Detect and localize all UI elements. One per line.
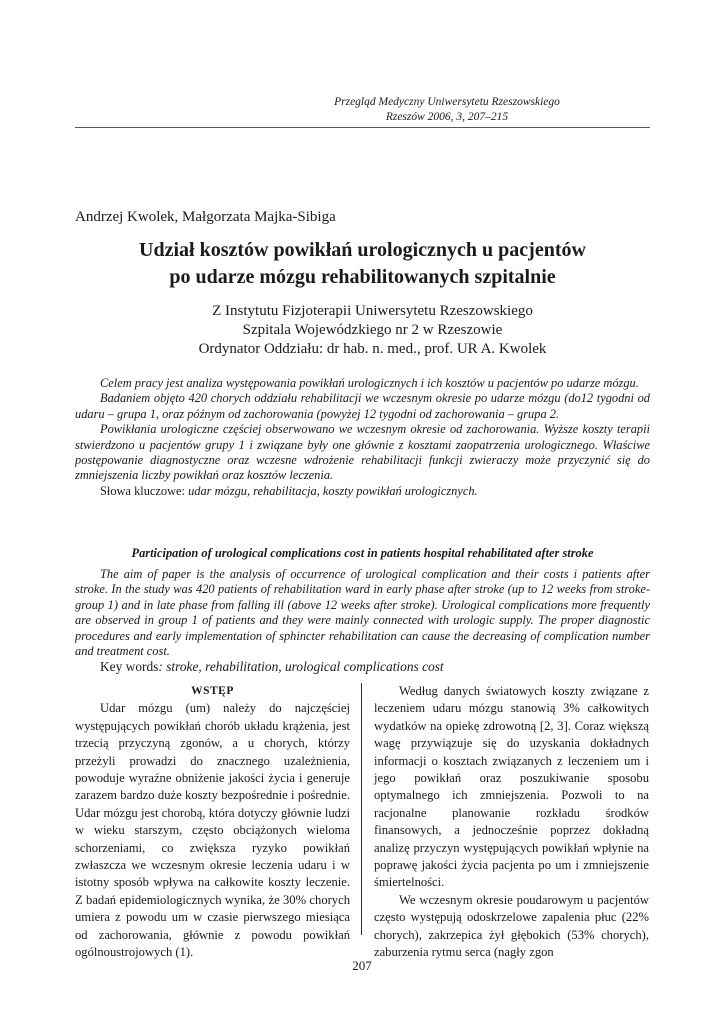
english-title: Participation of urological complications cost in patients hospital rehabilitated after stroke [131,546,594,560]
title-line-2: po udarze mózgu rehabilitowanych szpitalnie [169,266,556,288]
body-column-left [75,683,350,962]
keywords-en-value: : stroke, rehabilitation, urological complications cost [158,659,444,675]
body-paragraph: We wczesnym okresie poudarowym u pacjentów często występują odoskrzelowe zapalenia płuc (22% chorych), zakrzepica żył głębokich (53% chorych), zaburzenia rytmu serca (nagły zgon [374,892,649,960]
journal-header [0,95,724,125]
abstract-pl-paragraph: Badaniem objęto 420 chorych oddziału rehabilitacji we wczesnym okresie po udarze mózgu (do12 tygodni od udaru – grupa 1, oraz późnym od zachorowania (powyżej 12 tygodni od zachorowania – grupa 2. [75,391,650,421]
affiliation-line-1: Z Instytutu Fizjoterapii Uniwersytetu Rzeszowskiego [212,303,533,319]
page-number: 207 [352,958,372,973]
authors: Andrzej Kwolek, Małgorzata Majka-Sibiga [75,209,336,225]
keywords-en [75,659,650,674]
body-column-right [374,683,649,962]
affiliation-line-2: Szpitala Wojewódzkiego nr 2 w Rzeszowie [242,322,503,338]
affiliation-line-3: Ordynator Oddziału: dr hab. n. med., prof. UR A. Kwolek [198,341,547,357]
abstract-en-paragraph: The aim of paper is the analysis of occurrence of urological complication and their costs i patients after stroke. In the study was 420 patients of rehabilitation ward in early phase after stroke (up to 12 weeks from stroke- group 1) and in late phase from falling ill (above 12 weeks after stroke). Urological complications more frequently are observed in group 1 of patients and they were mainly connected with urologic supply. The proper diagnostic procedures and early implementation of sphincter rehabilitation can cause the decreasing of complication number and treatment cost. [75,567,650,659]
journal-name: Przegląd Medyczny Uniwersytetu Rzeszowskiego [334,96,560,108]
header-rule [75,127,650,128]
column-divider [361,683,362,935]
abstract-polish [75,376,650,499]
title-line-1: Udział kosztów powikłań urologicznych u pacjentów [139,239,586,261]
abstract-english [75,567,650,675]
abstract-pl-paragraph: Celem pracy jest analiza występowania powikłań urologicznych i ich kosztów u pacjentów po udarze mózgu. [100,376,639,390]
keywords-pl [75,484,650,499]
journal-citation: Rzeszów 2006, 3, 207–215 [385,111,509,123]
affiliation [75,302,650,359]
section-heading: WSTĘP [191,685,234,697]
body-paragraph: Udar mózgu (um) należy do najczęściej występujących powikłań chorób układu krążenia, jest trzecią przyczyną zgonów, a u chorych, którzy przeżyli prowadzi do znacznego uzależnienia, powoduje wyraźne obniżenie jakości życia i generuje zarazem bardzo duże koszty bezpośrednie i pośrednie. Udar mózgu jest chorobą, która dotyczy głównie ludzi w wieku starszym, często obciążonych wieloma schorzeniami, co zwiększa ryzyko powikłań zwłaszcza we wczesnym okresie leczenia udaru i w istotny sposób wpływa na całkowite koszty leczenie. Z badań epidemiologicznych wynika, że 30% chorych umiera z powodu um w czasie pierwszego miesiąca od zachorowania, głównie z powodu powikłań ogólnoustrojowych (1). [75,701,350,960]
article-title [75,237,650,291]
keywords-en-label: Key words [100,659,159,675]
abstract-pl-paragraph: Powikłania urologiczne częściej obserwowano we wczesnym okresie od zachorowania. Wyższe koszty terapii stwierdzono u pacjentów grupy 1 i związane były one głównie z kosztami zaopatrzenia urologicznego. Właściwe postępowanie diagnostyczne oraz wczesne wdrożenie rehabilitacji funkcji zwieraczy może przyczynić się do zmniejszenia liczby powikłań oraz kosztów leczenia. [75,422,650,483]
keywords-pl-label: Słowa kluczowe: [100,483,189,498]
body-paragraph: Według danych światowych koszty związane z leczeniem udaru mózgu stanowią 3% całkowitych wydatków na opiekę zdrowotną [2, 3]. Coraz większą wagę przywiązuje się do uzyskania dokładnych informacji o kosztach związanych z leczeniem um i jego powikłań oraz poszukiwanie sposobu optymalnego ich zmniejszenia. Pozwoli to na racjonalne planowanie rozkładu środków finansowych, a jednocześnie poprzez dokładną analizę przyczyn występujących powikłań wpłynie na poprawę jakości życia pacjenta po um i zmniejszenie śmiertelności. [374,684,649,890]
keywords-pl-value: udar mózgu, rehabilitacja, koszty powikłań urologicznych. [188,483,478,498]
